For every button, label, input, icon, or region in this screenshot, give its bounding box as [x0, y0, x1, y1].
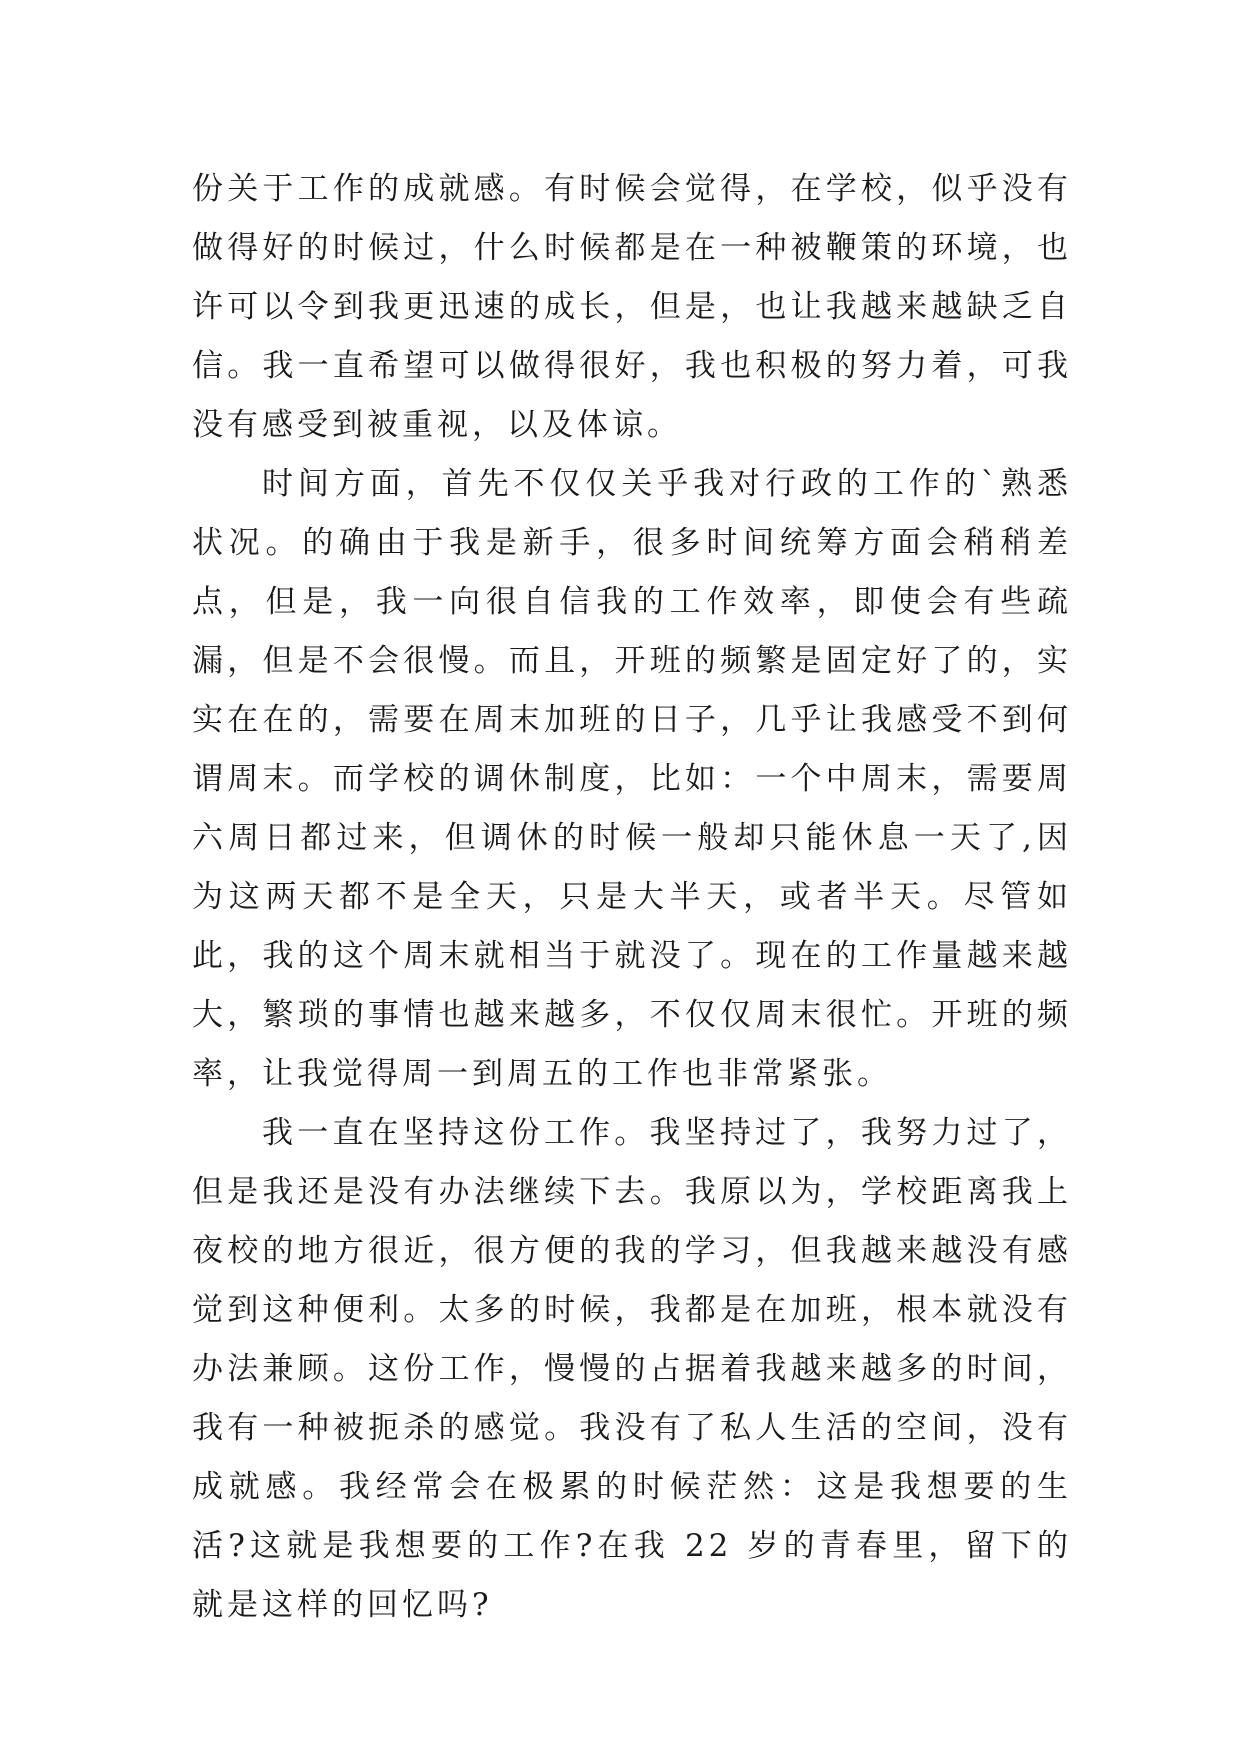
paragraph-3: 我一直在坚持这份工作。我坚持过了，我努力过了，但是我还是没有办法继续下去。我原以为，学校距离我上夜校的地方很近，很方便的我的学习，但我越来越没有感觉到这种便利。太多的时候，我都是在加班，根本就没有办法兼顾。这份工作，慢慢的占据着我越来越多的时间，我有一种被扼杀的感觉。我没有了私人生活的空间，没有成就感。我经常会在极累的时候茫然：这是我想要的生活?这就是我想要的工作?在我 22 岁的青春里，留下的就是这样的回忆吗? [192, 1115, 1072, 1623]
paragraph-2: 时间方面，首先不仅仅关乎我对行政的工作的`熟悉状况。的确由于我是新手，很多时间统筹方面会稍稍差点，但是，我一向很自信我的工作效率，即使会有些疏漏，但是不会很慢。而且，开班的频繁是固定好了的，实实在在的，需要在周末加班的日子，几乎让我感受不到何谓周末。而学校的调休制度，比如：一个中周末，需要周六周日都过来，但调休的时候一般却只能休息一天了,因为这两天都不是全天，只是大半天，或者半天。尽管如此，我的这个周末就相当于就没了。现在的工作量越来越大，繁琐的事情也越来越多，不仅仅周末很忙。开班的频率，让我觉得周一到周五的工作也非常紧张。 [192, 466, 1072, 1092]
document-body [192, 160, 1072, 1635]
paragraph-1: 份关于工作的成就感。有时候会觉得，在学校，似乎没有做得好的时候过，什么时候都是在一种被鞭策的环境，也许可以令到我更迅速的成长，但是，也让我越来越缺乏自信。我一直希望可以做得很好，我也积极的努力着，可我没有感受到被重视，以及体谅。 [192, 171, 1072, 443]
